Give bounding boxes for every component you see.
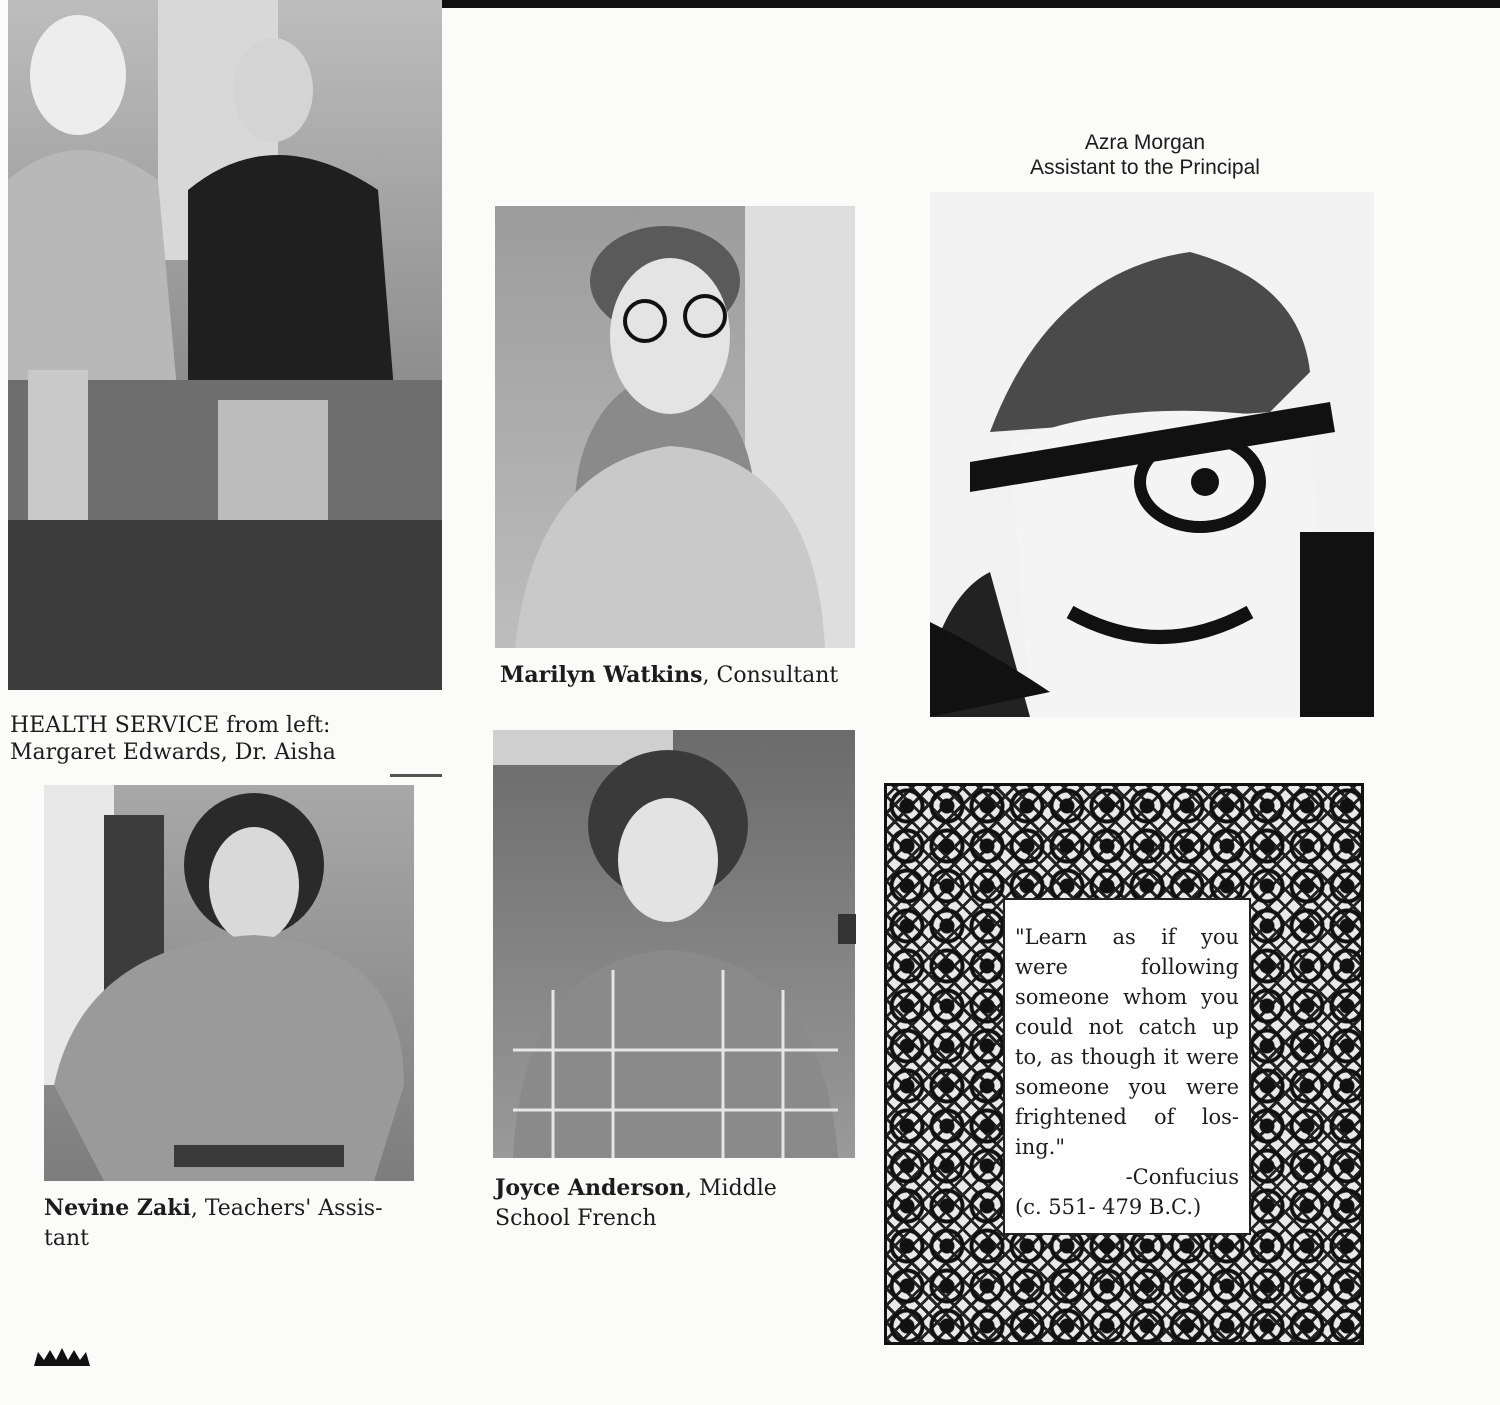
- nevine-zaki-photo: [44, 785, 414, 1181]
- top-border: [440, 0, 1500, 8]
- confucius-quote: [1003, 898, 1251, 1235]
- joyce-role: , Middle: [685, 1176, 777, 1201]
- nevine-role: , Teachers' Assis-: [190, 1196, 383, 1221]
- joyce-name: Joyce Anderson: [495, 1175, 686, 1201]
- joyce-anderson-caption: [495, 1173, 777, 1234]
- azra-morgan-photo: [930, 192, 1374, 717]
- health-service-caption: [10, 712, 336, 766]
- marilyn-role: , Consultant: [702, 663, 839, 688]
- azra-morgan-caption: [990, 130, 1300, 180]
- marilyn-watkins-caption: [500, 660, 838, 691]
- marilyn-name: Marilyn Watkins: [500, 662, 703, 688]
- health-service-photo: [8, 0, 442, 690]
- joyce-anderson-photo: [493, 730, 855, 1158]
- health-caption-line1: HEALTH SERVICE from left:: [10, 713, 331, 738]
- marilyn-watkins-photo: [495, 206, 855, 648]
- nevine-role-cont: tant: [44, 1226, 89, 1251]
- crown-ornament-icon: [34, 1346, 90, 1366]
- caption-rule: [390, 774, 442, 777]
- health-caption-line2: Margaret Edwards, Dr. Aisha: [10, 740, 336, 765]
- edge-mark: [838, 914, 856, 944]
- joyce-role-cont: School French: [495, 1206, 657, 1231]
- nevine-zaki-caption: [44, 1193, 383, 1254]
- nevine-name: Nevine Zaki: [44, 1195, 191, 1221]
- azra-title: Assistant to the Principal: [1030, 156, 1260, 179]
- quote-text: "Learn as if you were following someone whom you could not catch up to, as though it were someone you were frightened of los-ing.": [1015, 925, 1239, 1159]
- azra-name: Azra Morgan: [1084, 131, 1206, 154]
- quote-author: -Confucius: [1125, 1165, 1239, 1189]
- quote-dates: (c. 551- 479 B.C.): [1015, 1195, 1202, 1219]
